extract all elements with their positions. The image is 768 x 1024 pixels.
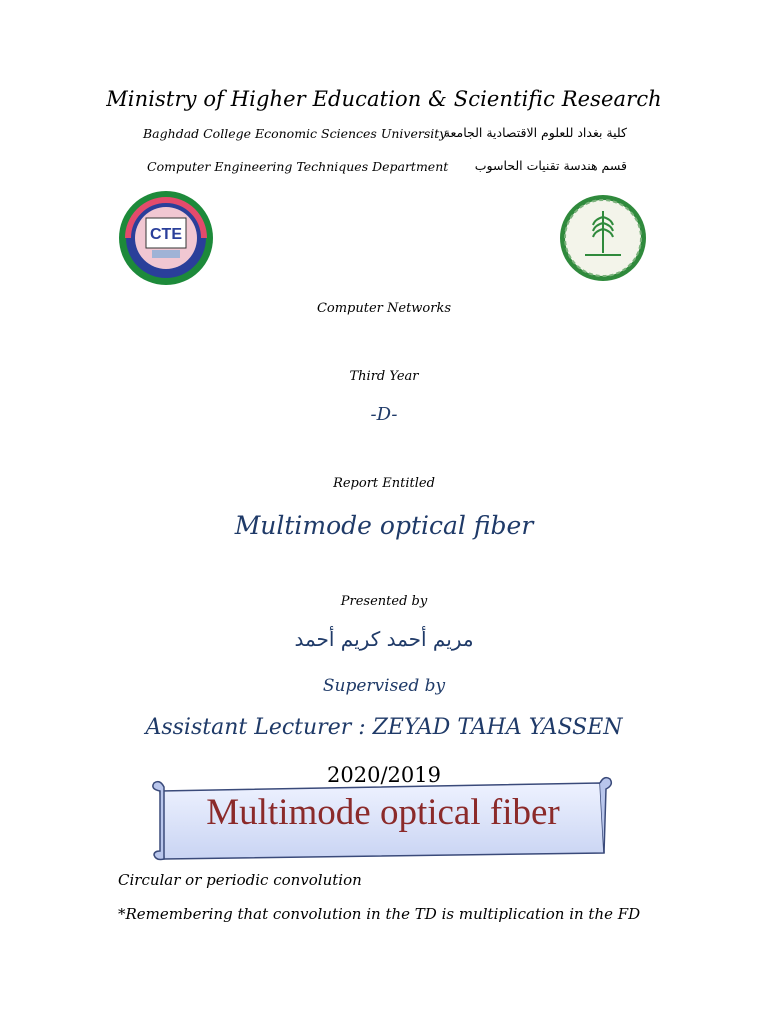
college-name-english: Baghdad College Economic Sciences University [143, 126, 447, 141]
academic-year: 2020/2019 [327, 763, 441, 787]
course-name: Computer Networks [316, 301, 452, 316]
college-name-arabic: كلية بغداد للعلوم الاقتصادية الجامعة [443, 125, 627, 140]
college-logo [555, 193, 651, 283]
course-year: Third Year [349, 369, 419, 384]
title-banner [148, 773, 618, 865]
report-label: Report Entitled [333, 476, 435, 491]
department-name-arabic: قسم هندسة تقنيات الحاسوب [474, 158, 627, 173]
banner-title: Multimode optical fiber [206, 792, 560, 833]
presenter-label: Presented by [340, 594, 428, 609]
body-line-2: *Remembering that convolution in the TD is multiplication in the FD [118, 905, 641, 923]
wheat-seal-icon [555, 193, 651, 283]
cte-letters: CTE [150, 226, 182, 243]
ministry-title: Ministry of Higher Education & Scientific Research [106, 87, 662, 111]
supervisor-label: Supervised by [322, 676, 446, 696]
presenter-name: مريم أحمد كريم أحمد [294, 627, 474, 651]
body-line-1: Circular or periodic convolution [118, 871, 362, 889]
department-name-english: Computer Engineering Techniques Department [147, 159, 449, 174]
cte-seal-icon [118, 190, 214, 286]
department-logo [118, 190, 214, 286]
course-section: -D- [370, 404, 398, 425]
supervisor-name: Assistant Lecturer : ZEYAD TAHA YASSEN [145, 715, 623, 740]
report-title: Multimode optical fiber [234, 511, 534, 540]
